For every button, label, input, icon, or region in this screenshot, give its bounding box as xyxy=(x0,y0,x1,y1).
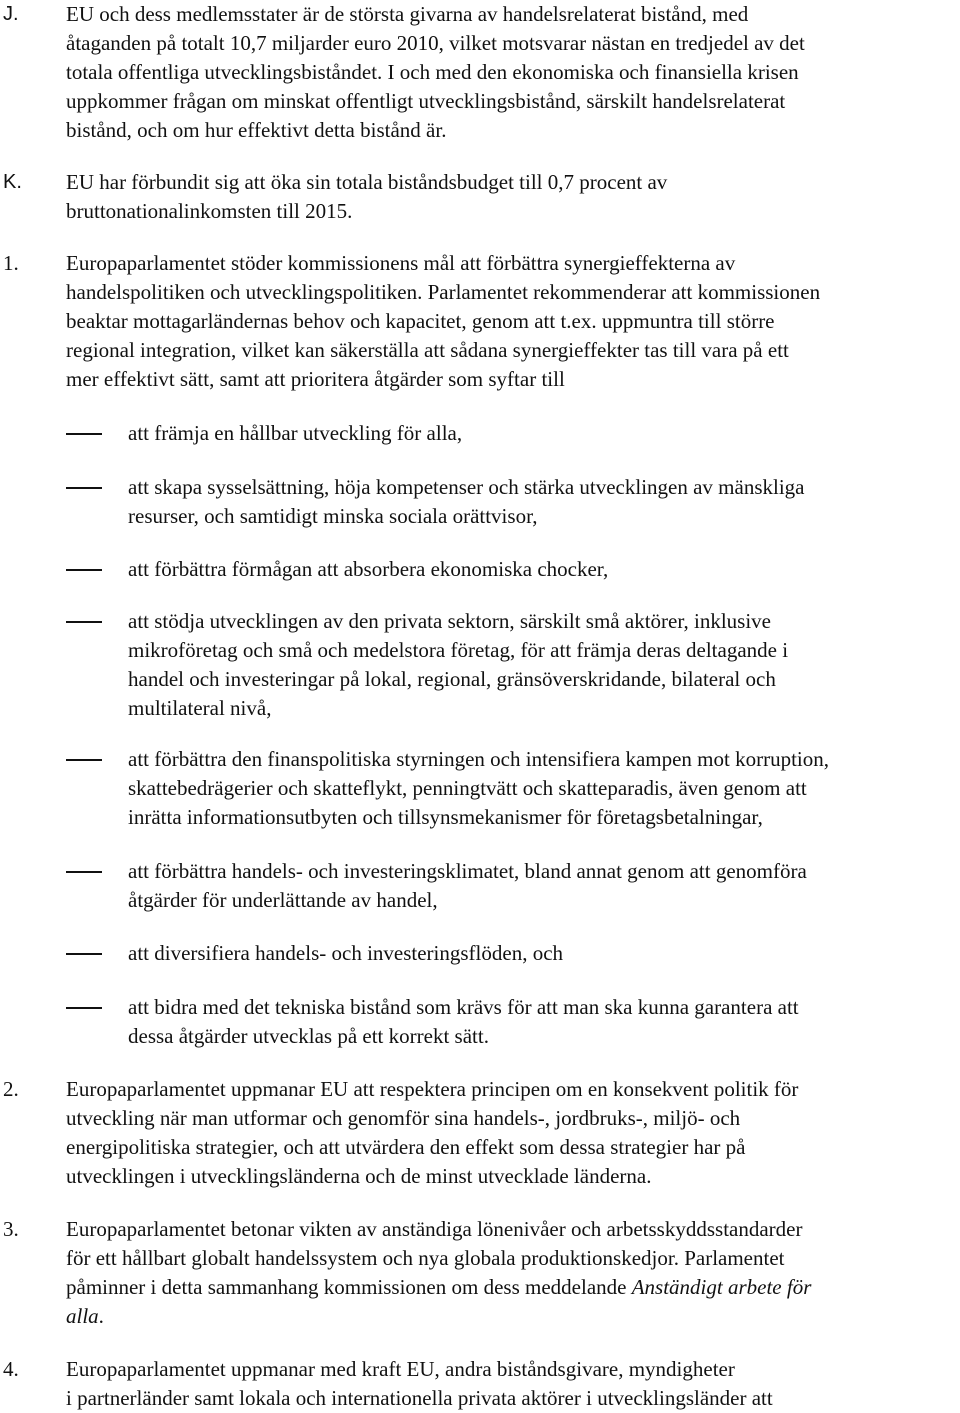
text-line: totala offentliga utvecklingsbiståndet. I och med den ekonomiska och finansiella krisen xyxy=(66,60,799,84)
bullet-text xyxy=(128,939,960,968)
text-line: att förbättra handels- och investeringsklimatet, bland annat genom att genomföra xyxy=(128,859,807,883)
text-line: att skapa sysselsättning, höja kompetenser och stärka utvecklingen av mänskliga xyxy=(128,475,805,499)
text-line: bruttonationalinkomsten till 2015. xyxy=(66,199,353,223)
text-line: dessa åtgärder utvecklas på ett korrekt sätt. xyxy=(128,1024,489,1048)
text-segment: påminner i detta sammanhang kommissionen om dess meddelande xyxy=(66,1275,627,1299)
text-line: utveckling när man utformar och genomför sina handels-, jordbruks-, miljö- och xyxy=(66,1106,741,1130)
paragraph-number: 4. xyxy=(3,1357,19,1381)
paragraph-number: 2. xyxy=(3,1077,19,1101)
paragraph-number: 1. xyxy=(3,251,19,275)
dash-bullet-icon xyxy=(66,569,102,571)
text-line: uppkommer frågan om minskat offentligt utvecklingsbistånd, särskilt handelsrelaterat xyxy=(66,89,786,113)
bullet-text xyxy=(128,607,960,723)
text-line: beaktar mottagarländernas behov och kapacitet, genom att t.ex. uppmuntra till större xyxy=(66,309,775,333)
paragraph-number: 3. xyxy=(3,1217,19,1241)
dash-bullet-icon xyxy=(66,871,102,873)
text-line: resurser, och samtidigt minska sociala orättvisor, xyxy=(128,504,538,528)
italic-document-title: alla xyxy=(66,1304,99,1328)
text-line: energipolitiska strategier, och att utvärdera den effekt som dessa strategier har på xyxy=(66,1135,746,1159)
text-line: multilateral nivå, xyxy=(128,696,272,720)
text-line: åtgärder för underlättande av handel, xyxy=(128,888,438,912)
bullet-text xyxy=(128,857,960,915)
text-line: Europaparlamentet betonar vikten av anständiga lönenivåer och arbetsskyddsstandarder xyxy=(66,1217,803,1241)
paragraph-text xyxy=(66,1215,960,1331)
paragraph-text xyxy=(66,1075,960,1191)
text-line xyxy=(66,1302,960,1331)
text-line: att förbättra förmågan att absorbera ekonomiska chocker, xyxy=(128,557,609,581)
dash-bullet-icon xyxy=(66,759,102,761)
text-line: utvecklingen i utvecklingsländerna och de minst utvecklade länderna. xyxy=(66,1164,652,1188)
recital-text xyxy=(66,0,960,145)
text-line: att främja en hållbar utveckling för alla, xyxy=(128,421,463,445)
dash-bullet-icon xyxy=(66,953,102,955)
paragraph-text xyxy=(66,249,960,394)
text-line: i partnerländer samt lokala och internationella privata aktörer i utvecklingsländer att xyxy=(66,1386,773,1410)
text-line: att stödja utvecklingen av den privata sektorn, särskilt små aktörer, inklusive xyxy=(128,609,771,633)
bullet-text xyxy=(128,555,960,584)
recital-text xyxy=(66,168,960,226)
bullet-text xyxy=(128,473,960,531)
text-line: Europaparlamentet uppmanar EU att respektera principen om en konsekvent politik för xyxy=(66,1077,799,1101)
bullet-text xyxy=(128,993,960,1051)
text-line: Europaparlamentet uppmanar med kraft EU, andra biståndsgivare, myndigheter xyxy=(66,1357,735,1381)
italic-document-title: Anständigt arbete för xyxy=(631,1275,812,1299)
text-line: åtaganden på totalt 10,7 miljarder euro 2010, vilket motsvarar nästan en tredjedel av det xyxy=(66,31,805,55)
bullet-text xyxy=(128,745,960,832)
recital-marker: J. xyxy=(3,3,19,25)
text-line: bistånd, och om hur effektivt detta bistånd är. xyxy=(66,118,447,142)
text-line: Europaparlamentet stöder kommissionens mål att förbättra synergieffekterna av xyxy=(66,251,736,275)
dash-bullet-icon xyxy=(66,621,102,623)
text-line: handelspolitiken och utvecklingspolitiken. Parlamentet rekommenderar att kommissionen xyxy=(66,280,821,304)
text-line: skattebedrägerier och skatteflykt, penningtvätt och skatteparadis, även genom att xyxy=(128,776,807,800)
text-line: att diversifiera handels- och investeringsflöden, och xyxy=(128,941,564,965)
recital-marker: K. xyxy=(3,171,22,193)
text-line: för ett hållbart globalt handelssystem och nya globala produktionskedjor. Parlamentet xyxy=(66,1246,785,1270)
paragraph-text xyxy=(66,1355,960,1413)
text-line: EU har förbundit sig att öka sin totala biståndsbudget till 0,7 procent av xyxy=(66,170,668,194)
text-line: att förbättra den finanspolitiska styrningen och intensifiera kampen mot korruption, xyxy=(128,747,829,771)
text-line xyxy=(66,1273,960,1302)
text-line: inrätta informationsutbyten och tillsynsmekanismer för företagsbetalningar, xyxy=(128,805,763,829)
text-line: mer effektivt sätt, samt att prioritera åtgärder som syftar till xyxy=(66,367,565,391)
text-line: EU och dess medlemsstater är de största givarna av handelsrelaterat bistånd, med xyxy=(66,2,749,26)
text-line: regional integration, vilket kan säkerställa att sådana synergieffekter tas till vara på ett xyxy=(66,338,789,362)
bullet-text xyxy=(128,419,960,448)
text-line: handel och investeringar på lokal, regional, gränsöverskridande, bilateral och xyxy=(128,667,776,691)
text-line: mikroföretag och små och medelstora företag, för att främja deras deltagande i xyxy=(128,638,789,662)
text-segment: . xyxy=(98,1304,104,1328)
text-line: att bidra med det tekniska bistånd som krävs för att man ska kunna garantera att xyxy=(128,995,799,1019)
dash-bullet-icon xyxy=(66,487,102,489)
dash-bullet-icon xyxy=(66,1007,102,1009)
dash-bullet-icon xyxy=(66,433,102,435)
